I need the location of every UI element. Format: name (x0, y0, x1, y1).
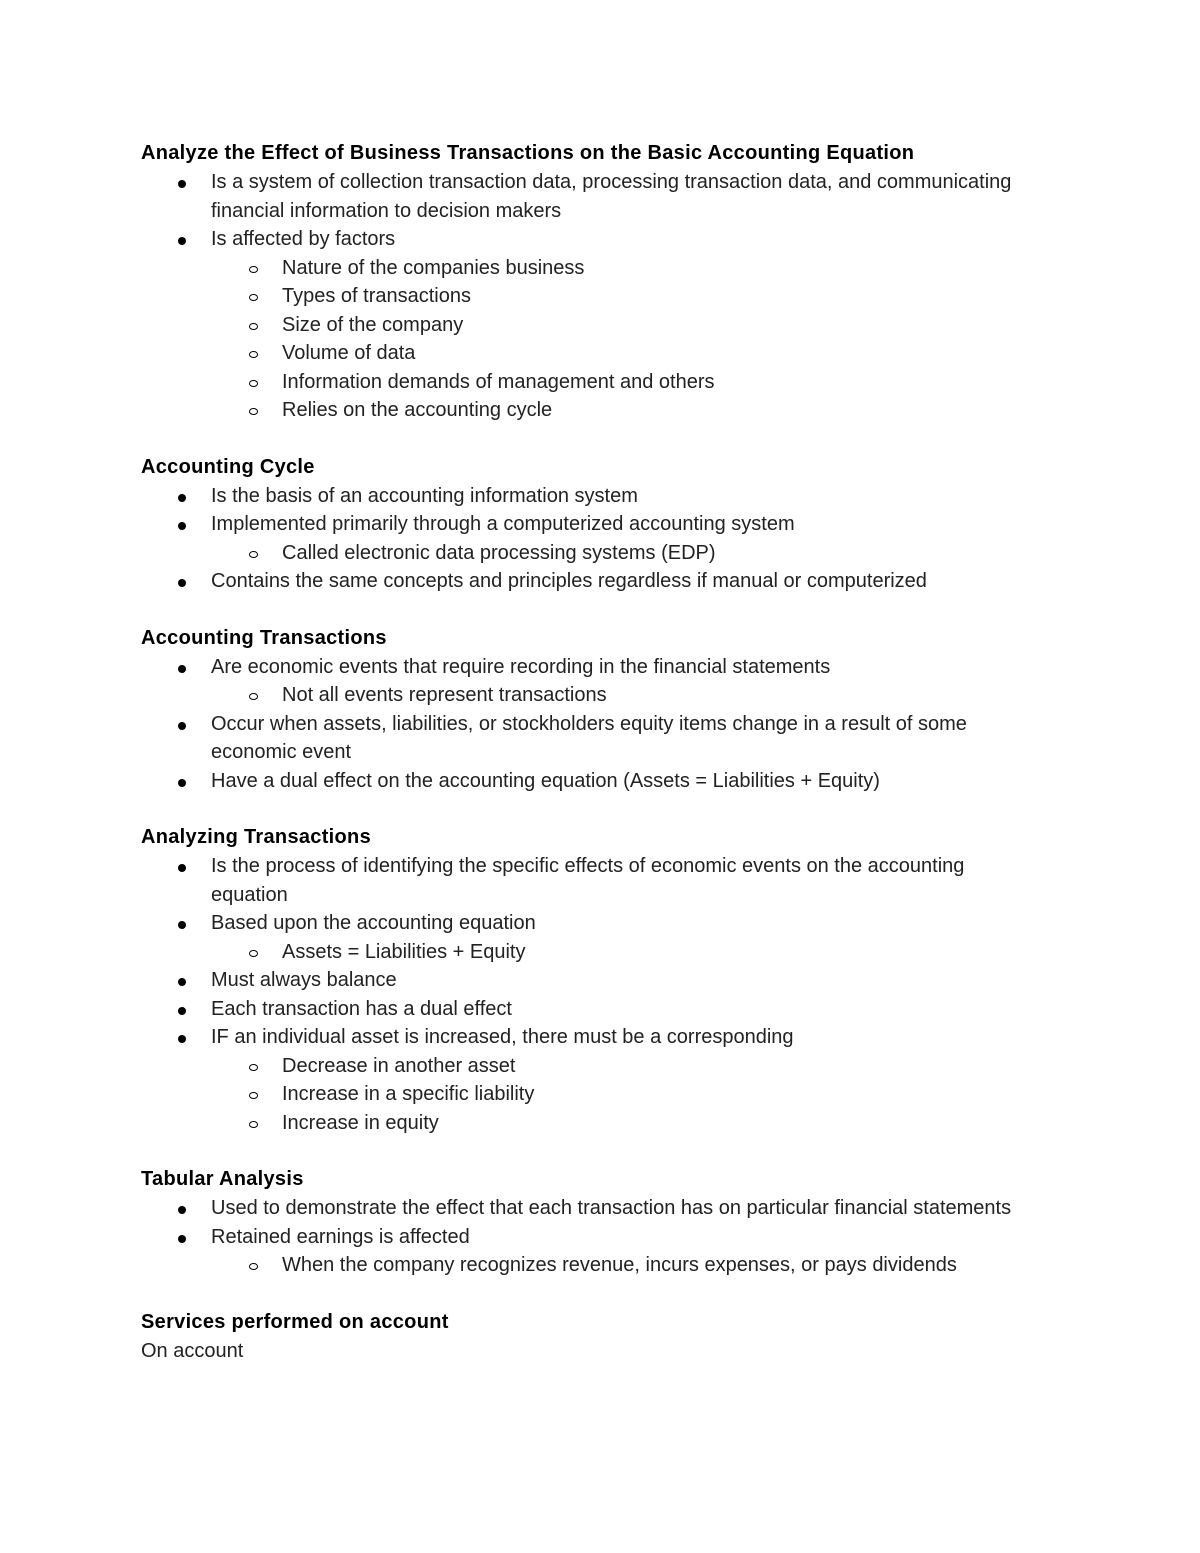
sub-list-item-text: Assets = Liabilities + Equity (282, 940, 526, 963)
hollow-bullet-icon (249, 551, 258, 558)
bullet-icon (178, 1206, 186, 1214)
section-heading: Accounting Transactions (141, 626, 387, 649)
sub-list-item-text: Increase in equity (282, 1111, 439, 1134)
list-item-text: Retained earnings is affected (211, 1225, 470, 1248)
list-item (141, 710, 1101, 767)
sub-list-item (141, 339, 1101, 368)
bullet-list (141, 482, 1101, 596)
list-item-text: Are economic events that require recording in the financial statements (211, 655, 831, 678)
list-item-text: Must always balance (211, 969, 397, 991)
bullet-icon (178, 1235, 186, 1243)
list-item-text: Is the process of identifying the specific effects of economic events on the accounting equation (211, 855, 965, 906)
list-item (141, 1023, 1101, 1052)
hollow-bullet-icon (249, 380, 258, 387)
list-item (141, 852, 1101, 909)
section-heading: Analyzing Transactions (141, 826, 371, 848)
sub-list-item (141, 1052, 1101, 1081)
sub-list-item (141, 368, 1101, 397)
bullet-icon (178, 180, 186, 188)
bullet-icon (178, 722, 186, 730)
list-item-text: IF an individual asset is increased, there must be a corresponding (211, 1026, 794, 1048)
document-body (141, 138, 1101, 1392)
paragraph: On account (141, 1339, 244, 1362)
list-item-text: Have a dual effect on the accounting equation (Assets = Liabilities + Equity) (211, 769, 880, 792)
section-heading: Services performed on account (141, 1310, 449, 1333)
sub-list-item (141, 282, 1101, 311)
section-heading: Analyze the Effect of Business Transactions on the Basic Accounting Equation (141, 142, 915, 164)
list-item (141, 225, 1101, 254)
sub-list-item (141, 311, 1101, 340)
list-item-text: Based upon the accounting equation (211, 912, 536, 934)
list-item-text: Each transaction has a dual effect (211, 997, 512, 1020)
bullet-icon (178, 1035, 186, 1043)
list-item (141, 1194, 1101, 1223)
section (141, 138, 1101, 425)
sub-list-item (141, 539, 1101, 568)
list-item-text: Occur when assets, liabilities, or stockholders equity items change in a result of some economic event (211, 712, 967, 763)
list-item (141, 567, 1101, 596)
section (141, 623, 1101, 796)
hollow-bullet-icon (249, 1064, 258, 1071)
section (141, 1164, 1101, 1280)
sub-list-item (141, 254, 1101, 283)
hollow-bullet-icon (249, 323, 258, 330)
sub-list-item-text: Increase in a specific liability (282, 1083, 535, 1105)
sub-list-item-text: Types of transactions (282, 285, 471, 307)
bullet-icon (178, 579, 186, 587)
list-item (141, 995, 1101, 1024)
bullet-list (141, 1194, 1101, 1280)
list-item-text: Contains the same concepts and principles regardless if manual or computerized (211, 570, 927, 592)
bullet-icon (178, 779, 186, 787)
sub-list-item (141, 1080, 1101, 1109)
sub-list-item-text: Called electronic data processing systems (EDP) (282, 541, 716, 564)
list-item (141, 767, 1101, 796)
hollow-bullet-icon (249, 1121, 258, 1128)
bullet-icon (178, 864, 186, 872)
bullet-icon (178, 494, 186, 502)
list-item (141, 168, 1101, 225)
sub-list-item (141, 396, 1101, 425)
section-heading: Accounting Cycle (141, 455, 315, 478)
list-item (141, 909, 1101, 938)
list-item (141, 482, 1101, 511)
list-item-text: Is the basis of an accounting information system (211, 484, 638, 507)
list-item-text: Used to demonstrate the effect that each transaction has on particular financial statements (211, 1197, 1012, 1219)
sub-list-item-text: Not all events represent transactions (282, 684, 607, 706)
sub-list-item-text: Volume of data (282, 342, 416, 364)
hollow-bullet-icon (249, 266, 258, 273)
bullet-list (141, 168, 1101, 425)
hollow-bullet-icon (249, 1263, 258, 1270)
sub-list-item-text: Size of the company (282, 313, 464, 336)
section (141, 822, 1101, 1137)
sub-list-item-text: When the company recognizes revenue, incurs expenses, or pays dividends (282, 1254, 957, 1276)
bullet-icon (178, 522, 186, 530)
hollow-bullet-icon (249, 693, 258, 700)
bullet-icon (178, 237, 186, 245)
section-heading: Tabular Analysis (141, 1168, 304, 1190)
sub-list-item (141, 1251, 1101, 1280)
sub-list-item (141, 1109, 1101, 1138)
hollow-bullet-icon (249, 294, 258, 301)
sub-list-item-text: Information demands of management and others (282, 370, 715, 393)
sub-list-item-text: Relies on the accounting cycle (282, 399, 553, 421)
list-item (141, 653, 1101, 682)
bullet-icon (178, 978, 186, 986)
sub-list-item (141, 938, 1101, 967)
list-item (141, 966, 1101, 995)
bullet-icon (178, 921, 186, 929)
section (141, 1307, 1101, 1366)
bullet-list (141, 653, 1101, 796)
sub-list-item-text: Nature of the companies business (282, 256, 585, 279)
list-item-text: Is affected by factors (211, 228, 396, 250)
hollow-bullet-icon (249, 950, 258, 957)
hollow-bullet-icon (249, 351, 258, 358)
hollow-bullet-icon (249, 408, 258, 415)
bullet-icon (178, 1007, 186, 1015)
section (141, 452, 1101, 596)
hollow-bullet-icon (249, 1092, 258, 1099)
list-item-text: Implemented primarily through a computerized accounting system (211, 513, 795, 535)
list-item (141, 510, 1101, 539)
bullet-list (141, 852, 1101, 1137)
sub-list-item (141, 681, 1101, 710)
sub-list-item-text: Decrease in another asset (282, 1054, 516, 1077)
list-item-text: Is a system of collection transaction data, processing transaction data, and communicating financial information to decision makers (211, 171, 1012, 222)
bullet-icon (178, 665, 186, 673)
list-item (141, 1223, 1101, 1252)
